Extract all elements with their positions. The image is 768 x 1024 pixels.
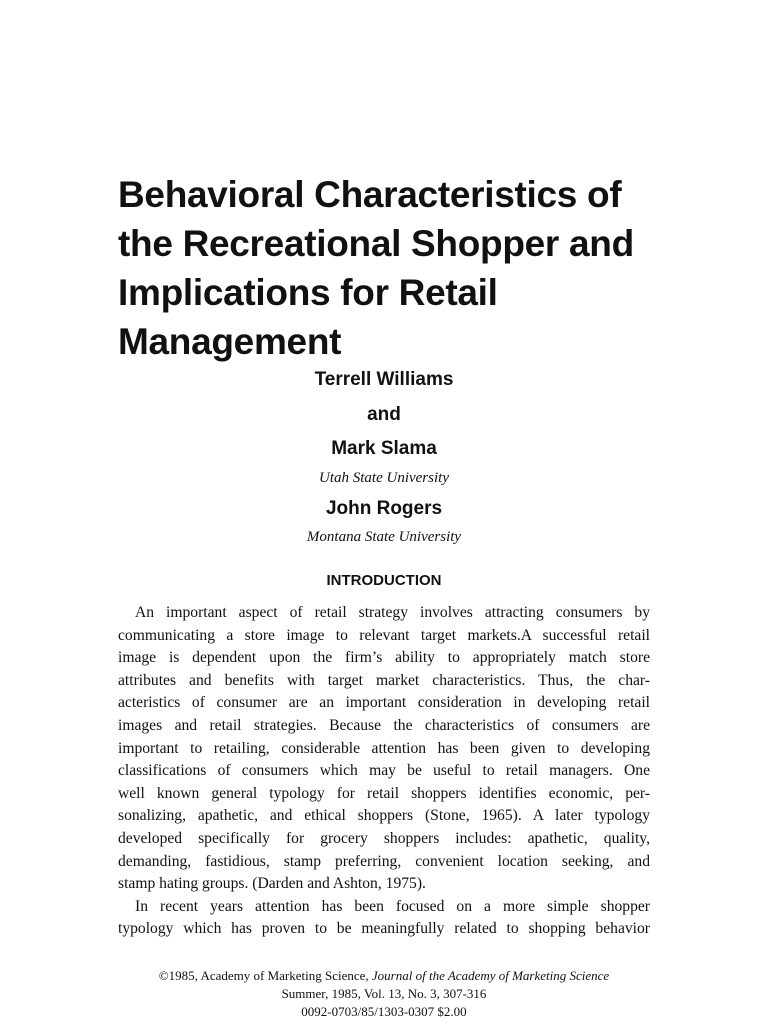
body-line: image is dependent upon the firm’s ability to appropriately match store: [118, 649, 650, 667]
author-name: Terrell Williams: [314, 369, 454, 390]
body-line: well known general typology for retail shoppers identifies economic, per-: [118, 784, 650, 802]
title-line: Behavioral Characteristics of: [118, 174, 622, 215]
body-line: acteristics of consumer are an important consideration in developing retail: [118, 694, 650, 712]
footer-journal-name: Journal of the Academy of Marketing Science: [371, 968, 610, 983]
body-line: classifications of consumers which may be useful to retail managers. One: [118, 762, 650, 780]
author-conjunction: and: [367, 404, 401, 425]
body-text: [118, 602, 650, 941]
section-heading: INTRODUCTION: [326, 572, 442, 589]
body-line: communicating a store image to relevant target markets.A successful retail: [118, 626, 650, 644]
footer-citation: [118, 967, 650, 984]
body-line: An important aspect of retail strategy involves attracting consumers by: [135, 604, 650, 621]
author-name: Mark Slama: [331, 438, 437, 459]
title-line: Management: [118, 321, 342, 362]
footer-issue: Summer, 1985, Vol. 13, No. 3, 307-316: [281, 986, 487, 1001]
author-name: John Rogers: [325, 498, 443, 519]
body-line: important to retailing, considerable attention has been given to developing: [118, 739, 650, 757]
article-title: [118, 170, 678, 366]
body-line: sonalizing, apathetic, and ethical shoppers (Stone, 1965). A later typology: [118, 807, 650, 825]
author-affiliation: Montana State University: [306, 529, 462, 545]
body-line: In recent years attention has been focused on a more simple shopper: [135, 897, 650, 915]
body-line: images and retail strategies. Because the characteristics of consumers are: [118, 716, 650, 734]
footer-copyright: ©1985, Academy of Marketing Science,: [158, 968, 372, 983]
footer-code: 0092-0703/85/1303-0307 $2.00: [301, 1004, 467, 1019]
body-line: stamp hating groups. (Darden and Ashton, 1975).: [118, 875, 426, 893]
body-line: attributes and benefits with target market characteristics. Thus, the char-: [118, 671, 650, 689]
body-line: demanding, fastidious, stamp preferring, convenient location seeking, and: [118, 852, 650, 870]
body-line: typology which has proven to be meaningfully related to shopping behavior: [118, 920, 650, 938]
body-line: developed specifically for grocery shoppers includes: apathetic, quality,: [118, 829, 650, 847]
title-line: Implications for Retail: [118, 272, 498, 313]
title-line: the Recreational Shopper and: [118, 223, 634, 264]
author-affiliation: Utah State University: [319, 470, 449, 486]
